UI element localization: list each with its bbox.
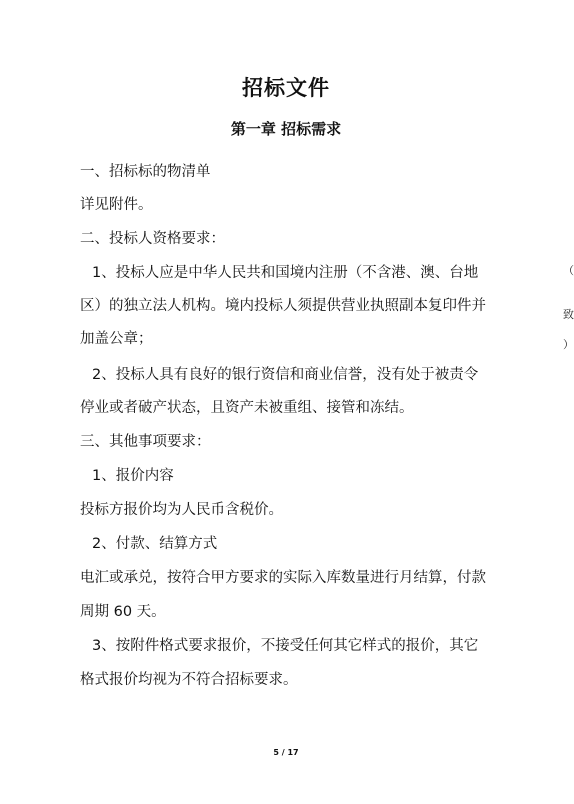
paragraph-line: 停业或者破产状态，且资产未被重组、接管和冻结。 <box>80 400 414 416</box>
section-heading-2: 二、投标人资格要求： <box>80 231 225 247</box>
paragraph-line: 2、投标人具有良好的银行资信和商业信誉，没有处于被责令 <box>92 367 479 383</box>
section-heading-1: 一、招标标的物清单 <box>80 164 211 180</box>
edge-mark: （ <box>563 264 574 277</box>
section-heading-3: 三、其他事项要求： <box>80 434 211 450</box>
chapter-heading: 第一章 招标需求 <box>230 120 342 138</box>
paragraph-line: 区）的独立法人机构。境内投标人须提供营业执照副本复印件并 <box>80 298 486 314</box>
paragraph-line: 投标方报价均为人民币含税价。 <box>80 502 283 518</box>
edge-mark: 致 <box>563 308 574 321</box>
paragraph-line: 加盖公章； <box>80 331 153 347</box>
subsection-heading: 1、报价内容 <box>92 468 174 484</box>
paragraph-line: 周期 60 天。 <box>80 604 166 620</box>
document-title: 招标文件 <box>242 76 330 100</box>
paragraph-line: 3、按附件格式要求报价，不接受任何其它样式的报价，其它 <box>92 638 479 654</box>
page-number: 5 / 17 <box>273 748 299 757</box>
edge-mark: ） <box>563 338 574 351</box>
paragraph-line: 详见附件。 <box>80 197 153 213</box>
subsection-heading: 2、付款、结算方式 <box>92 536 218 552</box>
paragraph-line: 电汇或承兑，按符合甲方要求的实际入库数量进行月结算，付款 <box>80 570 486 586</box>
paragraph-line: 格式报价均视为不符合招标要求。 <box>80 672 298 688</box>
paragraph-line: 1、投标人应是中华人民共和国境内注册（不含港、澳、台地 <box>92 265 479 281</box>
